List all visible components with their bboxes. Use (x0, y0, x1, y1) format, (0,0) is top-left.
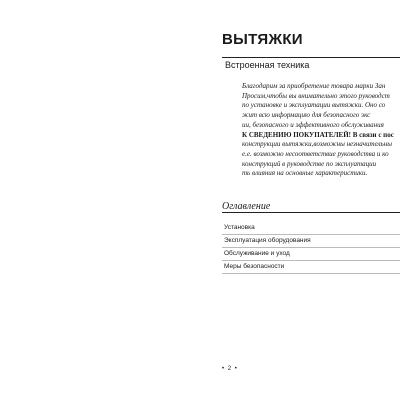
toc-item[interactable]: Обслуживание и уход (222, 248, 400, 261)
page-title: ВЫТЯЖКИ (222, 31, 303, 48)
toc-item[interactable]: Установка (222, 222, 400, 235)
toc-item[interactable]: Эксплуатация оборудования (222, 235, 400, 248)
intro-line: конструкции вытяжки,возможны незначительны (242, 140, 392, 149)
toc-heading: Оглавление (222, 201, 271, 212)
intro-line: е.е. возможно несоответствие руководства и ко (242, 149, 389, 158)
page-number: • 2 • (222, 366, 238, 372)
intro-line: К СВЕДЕНИЮ ПОКУПАТЕЛЕЙ! В связи с пос (242, 130, 394, 139)
intro-line: Просим,чтобы вы внимательно этого руководст (242, 91, 390, 100)
intro-line: Благодарим за приобретение товара марки Зан (242, 82, 386, 90)
intro-line: ии, безопасного и эффективного обслуживания (242, 120, 384, 129)
intro-line: конструкций в руководстве по эксплуатации (242, 159, 377, 168)
table-of-contents (222, 222, 400, 274)
intro-line: ть влияния на основные характеристики. (242, 169, 368, 178)
intro-line: жит всю информацию для безопасного экс (242, 111, 371, 120)
intro-paragraph (242, 82, 400, 179)
toc-item[interactable]: Меры безопасности (222, 261, 400, 274)
title-divider (222, 57, 400, 58)
toc-divider (222, 212, 400, 213)
intro-line: по установке и эксплуатации вытяжки. Оно со (242, 101, 386, 110)
page-subtitle: Встроенная техника (225, 60, 310, 70)
